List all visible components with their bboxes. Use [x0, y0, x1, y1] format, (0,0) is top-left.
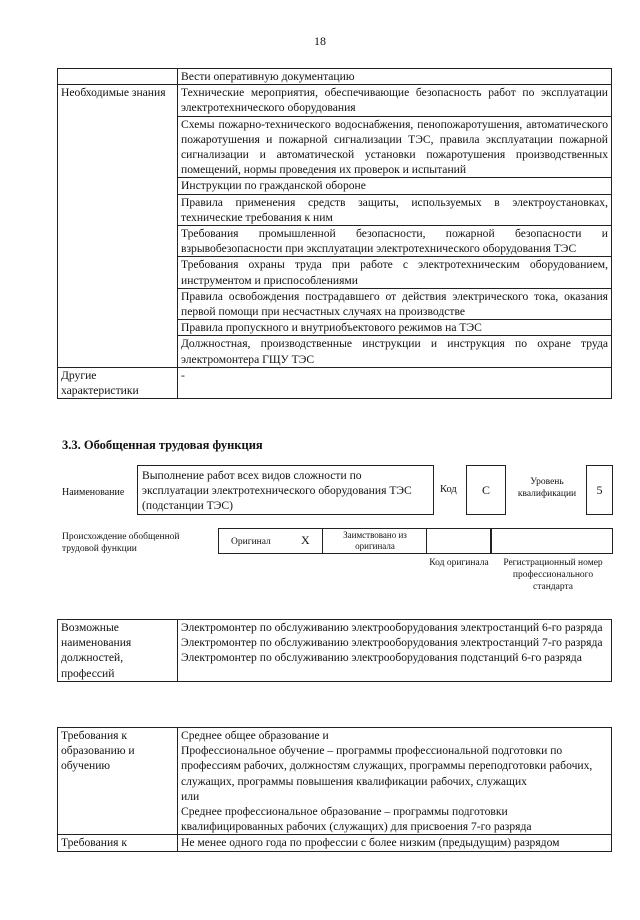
section-title: 3.3. Обобщенная трудовая функция [62, 438, 263, 452]
reg-number-label: Регистрационный номер профессионального стандарта [503, 558, 603, 592]
list-item: Профессиональное обучение – программы профессиональной подготовки по профессиям рабочих, должностям служащих, программы переподготовки рабочих, служащих, программы повышения квалификации рабочих, служащих [181, 744, 593, 788]
list-item: Среднее профессиональное образование – программы подготовки квалифицированных рабочих (служащих) для присвоения 7-го разряда [181, 805, 532, 834]
positions-cell [178, 620, 612, 682]
reg-number-box [491, 528, 613, 554]
code-value: C [466, 465, 506, 515]
table-cell: Правила освобождения пострадавшего от действия электрического тока, оказания первой помощи при несчастных случаях на производстве [178, 288, 612, 319]
table-cell: Правила пропускного и внутриобъектового режимов на ТЭС [178, 320, 612, 336]
table-cell: Правила применения средств защиты, используемых в электроустановках, технические требования к ним [178, 194, 612, 225]
education-table [57, 727, 612, 852]
borrowed-box [322, 528, 427, 554]
row-label-other: Другие характеристики [58, 367, 178, 398]
list-item: Электромонтер по обслуживанию электрооборудования электростанций 7-го разряда [181, 636, 603, 650]
list-item: Электромонтер по обслуживанию электрооборудования подстанций 6-го разряда [181, 651, 582, 665]
table-cell: Вести оперативную документацию [178, 69, 612, 85]
list-item: Электромонтер по обслуживанию электрооборудования электростанций 6-го разряда [181, 621, 603, 634]
borrowed-label: Заимствовано из оригинала [343, 530, 407, 551]
code-original-label: Код оригинала [429, 558, 489, 568]
knowledge-table [57, 68, 612, 399]
table-cell: Схемы пожарно-технического водоснабжения, пенопожаротушения, автоматического пожаротушения и пожарной сигнализации ТЭС, правила эксплуатации пожарной сигнализации и автоматической установки пожаротушения производственных помещений, нормы проведения их проверок и испытаний [178, 116, 612, 178]
education-cell [178, 728, 612, 835]
row-label-next: Требования к [58, 835, 178, 851]
table-cell: Инструкции по гражданской обороне [178, 178, 612, 194]
empty-cell [58, 69, 178, 85]
name-value: Выполнение работ всех видов сложности по эксплуатации электротехнического оборудования ТЭС (подстанции ТЭС) [137, 465, 434, 515]
row-label-knowledge: Необходимые знания [58, 85, 178, 368]
positions-table [57, 619, 612, 682]
original-label: Оригинал [231, 537, 271, 547]
name-label: Наименование [62, 487, 125, 498]
table-cell: Требования охраны труда при работе с электротехническим оборудованием, инструментом и приспособлениями [178, 257, 612, 288]
table-cell: Технические мероприятия, обеспечивающие безопасность работ по эксплуатации электротехнического оборудования [178, 85, 612, 116]
level-label: Уровень квалификации [517, 477, 577, 499]
table-cell: - [178, 367, 612, 398]
table-cell: Не менее одного года по профессии с более низким (предыдущим) разрядом [178, 835, 612, 851]
code-original-box [427, 528, 491, 554]
code-label: Код [440, 484, 457, 495]
original-box [218, 528, 322, 554]
list-item: или [181, 789, 200, 803]
row-label-positions: Возможные наименования должностей, профессий [58, 620, 178, 682]
list-item: Среднее общее образование и [181, 729, 329, 742]
table-cell: Требования промышленной безопасности, пожарной безопасности и взрывобезопасности при эксплуатации электротехнического оборудования ТЭС [178, 226, 612, 257]
original-mark: X [301, 533, 310, 547]
origin-label: Происхождение обобщенной трудовой функции [62, 532, 180, 554]
level-value: 5 [586, 465, 613, 515]
row-label-education: Требования к образованию и обучению [58, 728, 178, 835]
page-number: 18 [314, 34, 326, 48]
table-cell: Должностная, производственные инструкции и инструкция по охране труда электромонтера ГЩУ ТЭС [178, 336, 612, 367]
